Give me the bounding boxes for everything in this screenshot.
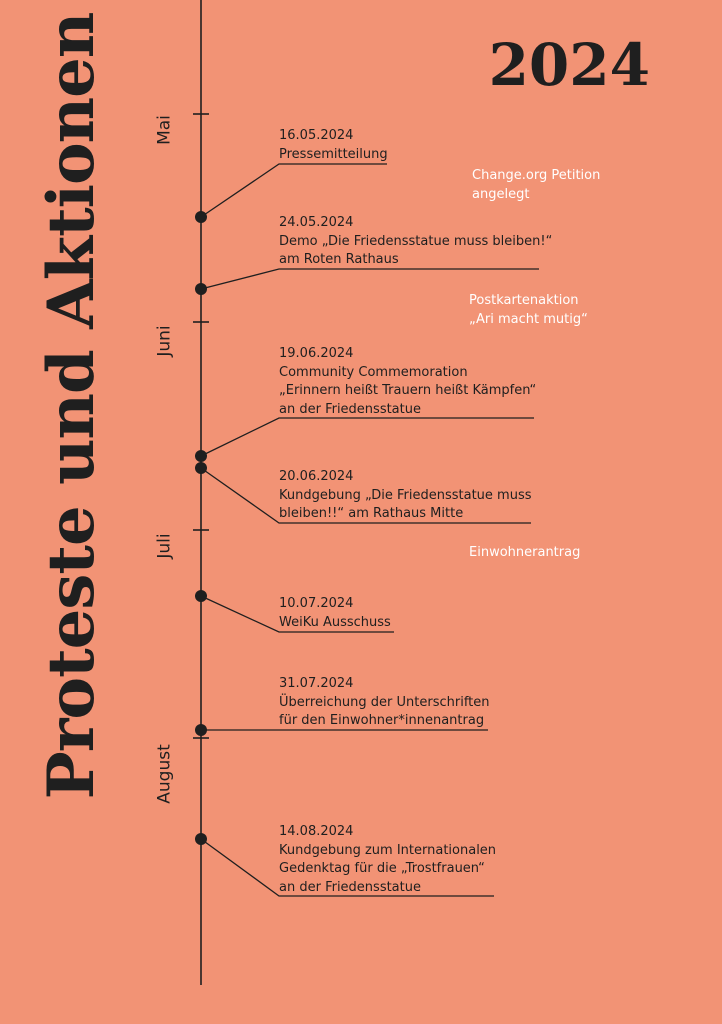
month-label-mai: Mai bbox=[154, 115, 175, 145]
note-line: Postkartenaktion bbox=[469, 293, 579, 308]
event-dot-2 bbox=[195, 283, 207, 295]
event-description: Demo „Die Friedensstatue muss bleiben!“ am Roten Rathaus bbox=[279, 233, 553, 267]
event-date: 24.05.2024 bbox=[279, 215, 354, 230]
event-4 bbox=[279, 468, 532, 524]
event-dot-7 bbox=[195, 833, 207, 845]
note-einwohnerantrag bbox=[469, 543, 580, 562]
event-6 bbox=[279, 675, 490, 731]
event-dot-1 bbox=[195, 211, 207, 223]
event-connector-1 bbox=[201, 164, 387, 217]
year-heading: 2024 bbox=[488, 31, 650, 99]
poster-title: Proteste und Aktionen bbox=[34, 12, 109, 800]
event-connector-2 bbox=[201, 269, 539, 289]
note-line: „Ari macht mutig“ bbox=[469, 312, 588, 327]
event-description: WeiKu Ausschuss bbox=[279, 614, 391, 630]
note-line: angelegt bbox=[472, 187, 530, 202]
event-description: Community Commemoration „Erinnern heißt Trauern heißt Kämpfen“ an der Friedensstatue bbox=[279, 364, 537, 417]
event-date: 19.06.2024 bbox=[279, 346, 354, 361]
month-label-juli: Juli bbox=[154, 533, 175, 559]
note-line: Change.org Petition bbox=[472, 168, 601, 183]
event-7 bbox=[279, 823, 496, 897]
event-2 bbox=[279, 214, 552, 270]
month-label-august: August bbox=[154, 744, 175, 804]
event-dot-4 bbox=[195, 462, 207, 474]
month-label-juni: Juni bbox=[154, 325, 175, 357]
note-line: Einwohnerantrag bbox=[469, 545, 581, 560]
event-description: Kundgebung zum Internationalen Gedenktag für die „Trostfrauen“ an der Friedensstatue bbox=[279, 842, 497, 895]
event-description: Überreichung der Unterschriften für den Einwohner*innenantrag bbox=[279, 694, 490, 728]
event-date: 20.06.2024 bbox=[279, 469, 354, 484]
event-description: Pressemitteilung bbox=[279, 146, 388, 162]
event-date: 31.07.2024 bbox=[279, 676, 354, 691]
event-date: 14.08.2024 bbox=[279, 824, 354, 839]
event-1 bbox=[279, 127, 388, 164]
event-dot-6 bbox=[195, 724, 207, 736]
event-dot-5 bbox=[195, 590, 207, 602]
event-date: 16.05.2024 bbox=[279, 128, 354, 143]
note-petition bbox=[472, 166, 600, 204]
event-date: 10.07.2024 bbox=[279, 596, 354, 611]
event-3 bbox=[279, 345, 536, 419]
note-postcards bbox=[469, 291, 588, 329]
event-dot-3 bbox=[195, 450, 207, 462]
event-connector-3 bbox=[201, 418, 534, 456]
event-5 bbox=[279, 595, 391, 632]
event-description: Kundgebung „Die Friedensstatue muss bleiben!!“ am Rathaus Mitte bbox=[279, 487, 532, 521]
